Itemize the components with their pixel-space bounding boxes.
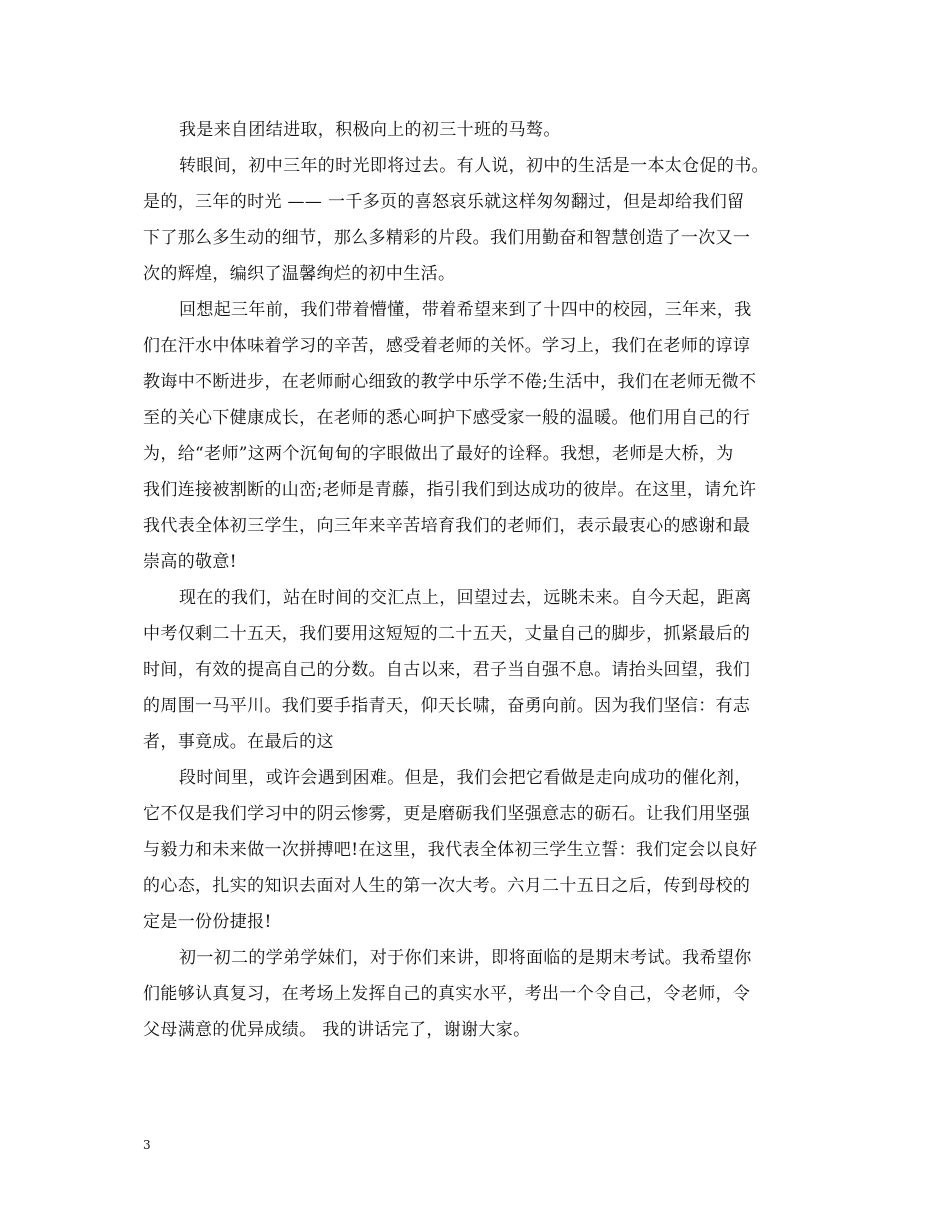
text-line: 父母满意的优异成绩。 我的讲话完了，谢谢大家。 <box>143 1020 531 1040</box>
text-line: 崇高的敬意! <box>143 552 237 572</box>
text-line: 的心态，扎实的知识去面对人生的第一次大考。六月二十五日之后，传到母校的 <box>143 876 751 896</box>
text-line: 中考仅剩二十五天，我们要用这短短的二十五天，丈量自己的脚步，抓紧最后的 <box>143 624 751 644</box>
text-line: 们在汗水中体味着学习的辛苦，感受着老师的关怀。学习上，我们在老师的谆谆 <box>143 336 751 356</box>
text-line: 是的，三年的时光 —— 一千多页的喜怒哀乐就这样匆匆翻过，但是却给我们留 <box>143 192 745 212</box>
page-number: 3 <box>143 1138 151 1152</box>
text-line: 至的关心下健康成长，在老师的悉心呵护下感受家一般的温暖。他们用自己的行 <box>143 408 751 428</box>
text-line: 定是一份份捷报! <box>143 912 272 932</box>
text-line: 回想起三年前，我们带着懵懂，带着希望来到了十四中的校园，三年来，我 <box>179 300 752 320</box>
text-line: 我是来自团结进取，积极向上的初三十班的马骜。 <box>179 120 561 140</box>
text-line: 为，给“老师”这两个沉甸甸的字眼做出了最好的诠释。我想，老师是大桥，为 <box>143 444 734 464</box>
text-line: 初一初二的学弟学妹们，对于你们来讲，即将面临的是期末考试。我希望你 <box>179 948 752 968</box>
text-line: 我们连接被割断的山峦;老师是青藤，指引我们到达成功的彼岸。在这里，请允许 <box>143 480 757 500</box>
text-line: 教诲中不断进步，在老师耐心细致的教学中乐学不倦;生活中，我们在老师无微不 <box>143 372 757 392</box>
text-line: 时间，有效的提高自己的分数。自古以来，君子当自强不息。请抬头回望，我们 <box>143 660 751 680</box>
text-line: 转眼间，初中三年的时光即将过去。有人说，初中的生活是一本太仓促的书。 <box>179 156 769 176</box>
text-line: 它不仅是我们学习中的阴云惨雾，更是磨砺我们坚强意志的砺石。让我们用坚强 <box>143 804 751 824</box>
text-line: 的周围一马平川。我们要手指青天，仰天长啸，奋勇向前。因为我们坚信：有志 <box>143 696 751 716</box>
text-line: 现在的我们，站在时间的交汇点上，回望过去，远眺未来。自今天起，距离 <box>179 588 752 608</box>
text-line: 者，事竟成。在最后的这 <box>143 732 334 752</box>
text-line: 下了那么多生动的细节，那么多精彩的片段。我们用勤奋和智慧创造了一次又一 <box>143 228 751 248</box>
text-line: 段时间里，或许会遇到困难。但是，我们会把它看做是走向成功的催化剂， <box>179 768 752 788</box>
text-line: 次的辉煌，编织了温馨绚烂的初中生活。 <box>143 264 456 284</box>
text-line: 们能够认真复习，在考场上发挥自己的真实水平，考出一个令自己，令老师，令 <box>143 984 751 1004</box>
text-line: 我代表全体初三学生，向三年来辛苦培育我们的老师们，表示最衷心的感谢和最 <box>143 516 751 536</box>
text-line: 与毅力和未来做一次拼搏吧!在这里，我代表全体初三学生立誓：我们定会以良好 <box>143 840 758 860</box>
